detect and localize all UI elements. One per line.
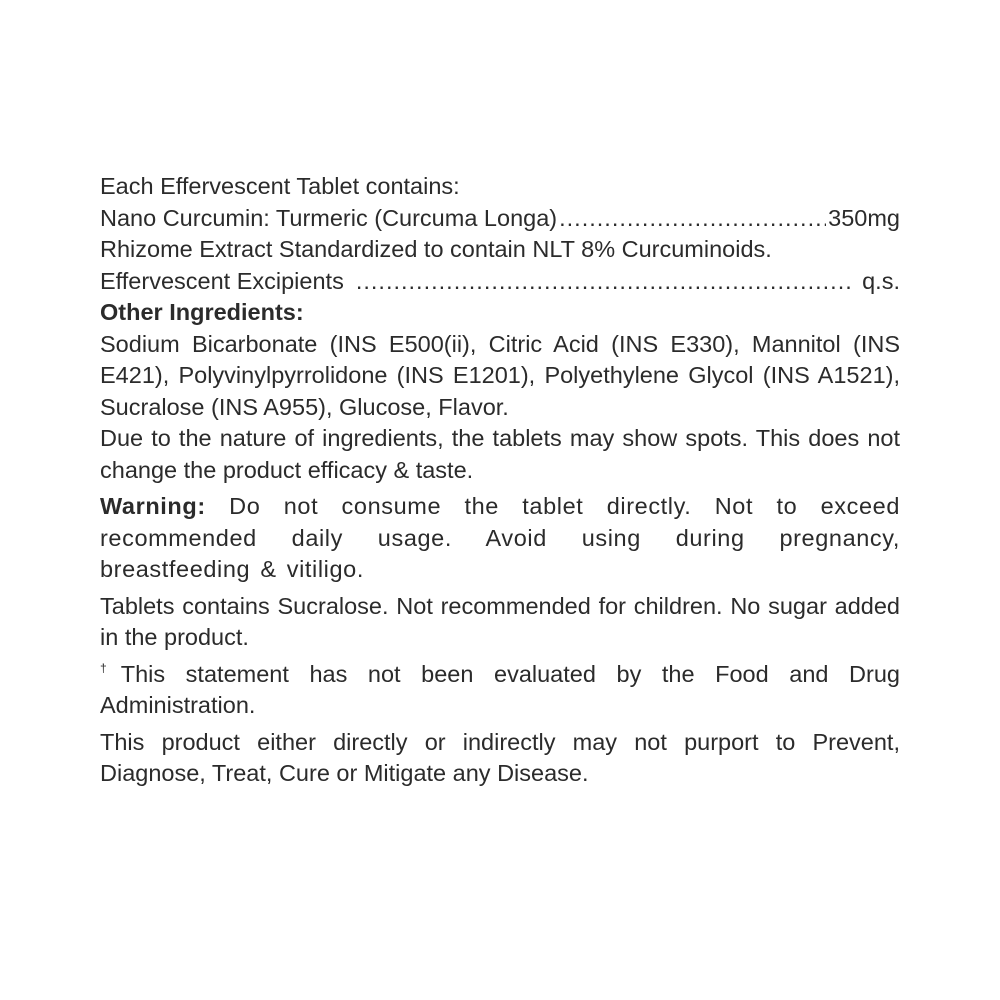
dot-leader (559, 203, 826, 235)
composition-row-curcumin (100, 203, 900, 235)
disease-disclaimer: This product either directly or indirectly may not purport to Prevent, Diagnose, Treat, Cure or Mitigate any Disease. (100, 728, 900, 786)
warning-text: Do not consume the tablet directly. Not to exceed recommended daily usage. Avoid using during pregnancy, breastfeeding & vitiligo. (100, 493, 900, 582)
dagger-mark: † (100, 660, 121, 675)
other-ingredients-text: Sodium Bicarbonate (INS E500(ii), Citric Acid (INS E330), Mannitol (INS E421), Polyvinylpyrrolidone (INS E1201), Polyethylene Glycol (INS A1521), Sucralose (INS A955), Glucose, Flavor. (100, 330, 900, 420)
fda-statement (100, 659, 900, 722)
warning-block (100, 491, 900, 586)
composition-intro: Each Effervescent Tablet contains: (100, 173, 460, 199)
ingredient-detail: Rhizome Extract Standardized to contain NLT 8% Curcuminoids. (100, 236, 772, 262)
ingredient-amount: 350mg (828, 204, 900, 231)
ingredient-amount: q.s. (862, 267, 900, 294)
spots-note: Due to the nature of ingredients, the tablets may show spots. This does not change the product efficacy & taste. (100, 425, 900, 483)
ingredient-name: Nano Curcumin: Turmeric (Curcuma Longa) (100, 204, 558, 231)
dot-leader (356, 266, 854, 298)
label-text-panel (100, 171, 900, 790)
fda-statement-text: This statement has not been evaluated by the Food and Drug Administration. (100, 660, 900, 718)
other-ingredients-heading: Other Ingredients: (100, 299, 304, 325)
ingredient-name: Effervescent Excipients (100, 267, 344, 294)
sucralose-note: Tablets contains Sucralose. Not recommended for children. No sugar added in the product. (100, 592, 900, 650)
warning-label: Warning: (100, 493, 206, 519)
composition-row-excipients (100, 266, 900, 298)
